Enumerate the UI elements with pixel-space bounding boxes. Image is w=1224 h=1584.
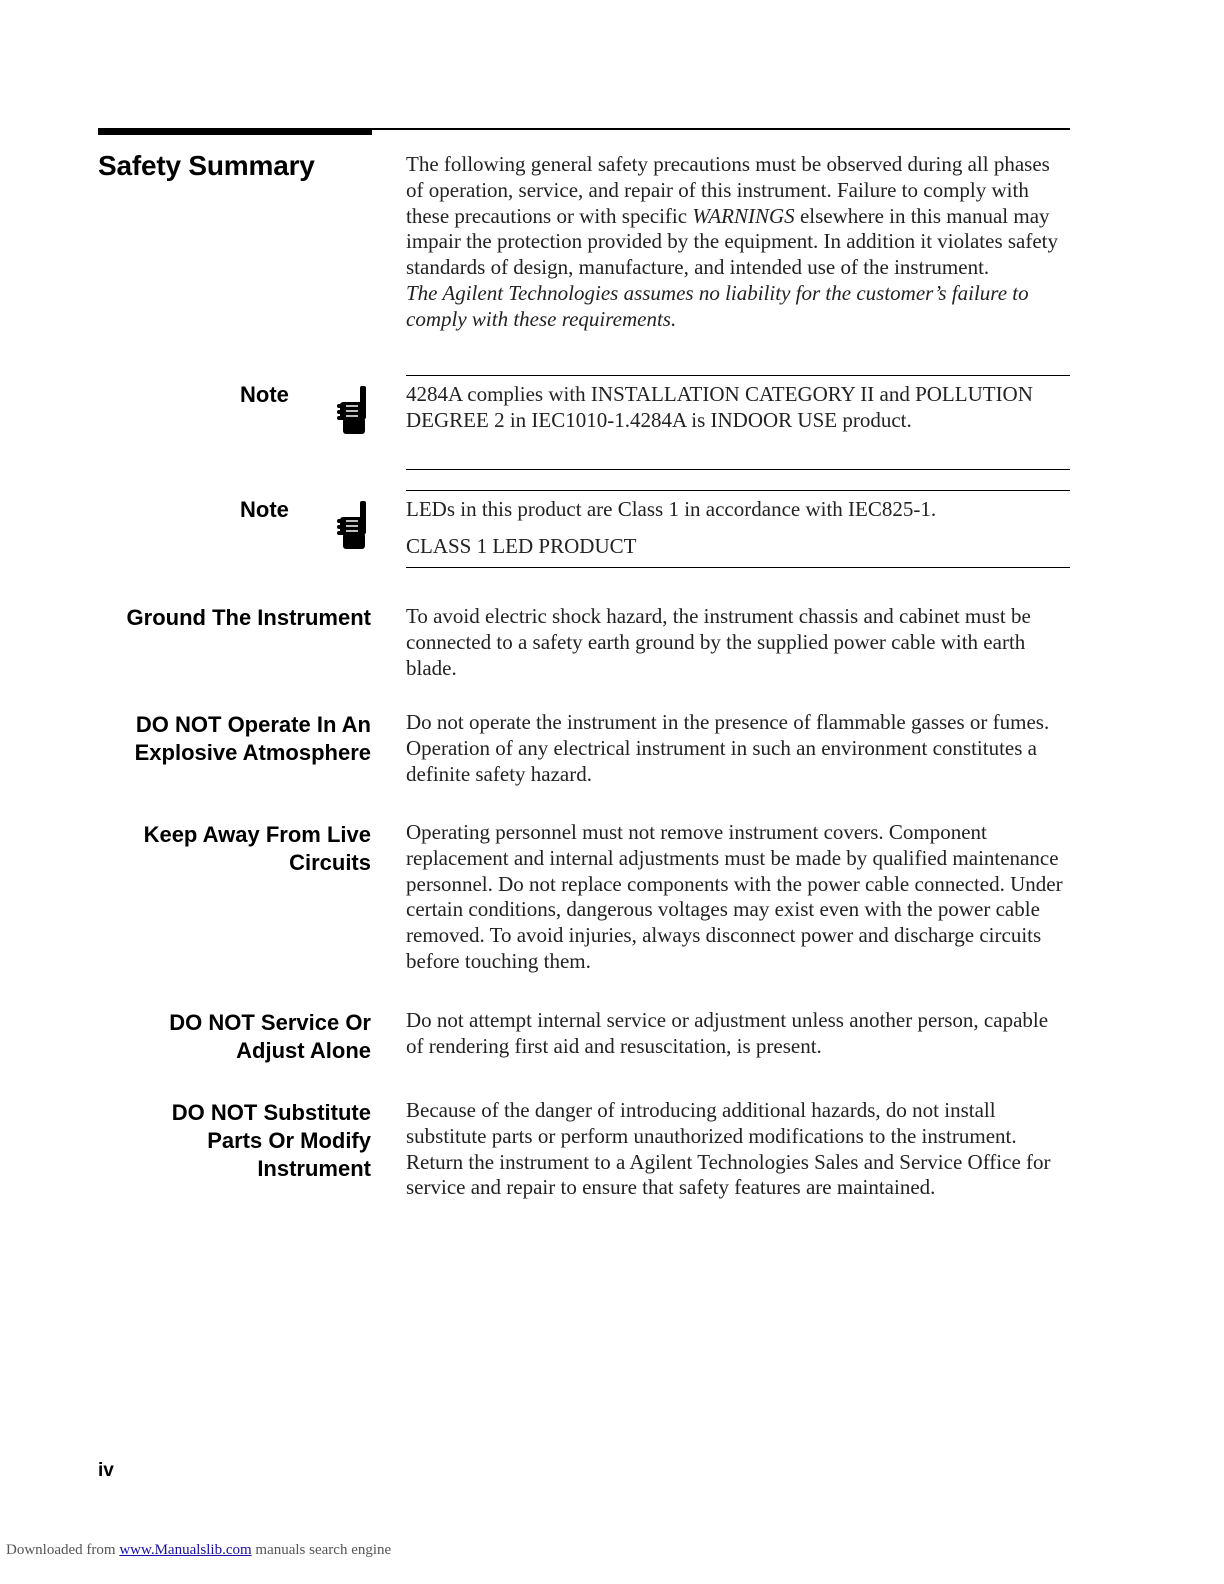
section-title-line: Keep Away From Live — [143, 822, 371, 847]
note-2-top-rule — [406, 490, 1070, 491]
section-title-line: Ground The Instrument — [126, 605, 371, 630]
warnings-emphasis: WARNINGS — [692, 203, 795, 228]
intro-text-2: elsewhere in this manual may impair the protection provided by the equipment. In addition it violates safety standards of design, manufacture, and intended use of the instrument. — [406, 203, 1059, 280]
section-title-line: DO NOT Substitute — [171, 1100, 371, 1125]
note-1-bottom-rule — [406, 469, 1070, 470]
section-text-live-circuits: Operating personnel must not remove instrument covers. Component replacement and internal adjustments must be made by qualified maintenance personnel. Do not replace components with the power cable connected. Under certain conditions, dangerous voltages may exist even with the power cable removed. To avoid injuries, always disconnect power and discharge circuits before touching them. — [406, 820, 1063, 973]
section-title-substitute — [81, 1099, 371, 1183]
note-2-text: LEDs in this product are Class 1 in accordance with IEC825-1. — [406, 497, 937, 521]
section-title-line: Instrument — [257, 1156, 371, 1181]
note-1-top-rule — [406, 375, 1070, 376]
header-rule-thick — [98, 128, 372, 135]
page-title: Safety Summary — [98, 150, 315, 181]
pointing-hand-icon — [336, 384, 372, 436]
section-title-line: DO NOT Operate In An — [135, 712, 371, 737]
section-title-line: Explosive Atmosphere — [134, 740, 371, 765]
footer-prefix: Downloaded from — [6, 1542, 120, 1558]
section-text-explosive: Do not operate the instrument in the presence of flammable gasses or fumes. Operation of any electrical instrument in such an environment constitutes a definite safety hazard. — [406, 710, 1050, 786]
manualslib-link[interactable]: www.Manualslib.com — [119, 1542, 252, 1558]
note-2-bottom-rule — [406, 567, 1070, 568]
section-title-ground — [81, 604, 371, 632]
note-1-label: Note — [240, 382, 289, 407]
section-title-line: DO NOT Service Or — [169, 1010, 371, 1035]
section-text-ground: To avoid electric shock hazard, the instrument chassis and cabinet must be connected to a safety earth ground by the supplied power cable with earth blade. — [406, 604, 1031, 680]
section-title-line: Circuits — [289, 850, 371, 875]
note-2-product-class: CLASS 1 LED PRODUCT — [406, 534, 637, 558]
section-text-substitute: Because of the danger of introducing additional hazards, do not install substitute parts or perform unauthorized modifications to the instrument. Return the instrument to a Agilent Technologies Sales and Service Office for service and repair to ensure that safety features are maintained. — [406, 1098, 1051, 1200]
section-title-line: Adjust Alone — [236, 1038, 371, 1063]
section-title-explosive — [81, 711, 371, 767]
header-rule-thin — [372, 128, 1070, 130]
note-1-text: 4284A complies with INSTALLATION CATEGORY II and POLLUTION DEGREE 2 in IEC1010-1.4284A is INDOOR USE product. — [406, 382, 1033, 432]
section-title-line: Parts Or Modify — [207, 1128, 371, 1153]
liability-statement: The Agilent Technologies assumes no liability for the customer’s failure to comply with these requirements. — [406, 280, 1029, 331]
note-2-label: Note — [240, 497, 289, 522]
page-number: iv — [98, 1460, 114, 1481]
intro-text: The following general safety precautions must be observed during all phases of operation, service, and repair of this instrument. Failure to comply with these precautions or with specific — [406, 152, 1050, 228]
section-title-live-circuits — [81, 821, 371, 877]
intro-paragraph — [406, 152, 1070, 333]
footer-suffix: manuals search engine — [251, 1542, 392, 1558]
section-text-service-alone: Do not attempt internal service or adjustment unless another person, capable of rendering first aid and resuscitation, is present. — [406, 1008, 1049, 1058]
pointing-hand-icon — [336, 499, 372, 551]
section-title-service-alone — [81, 1009, 371, 1065]
download-footer — [6, 1542, 391, 1559]
